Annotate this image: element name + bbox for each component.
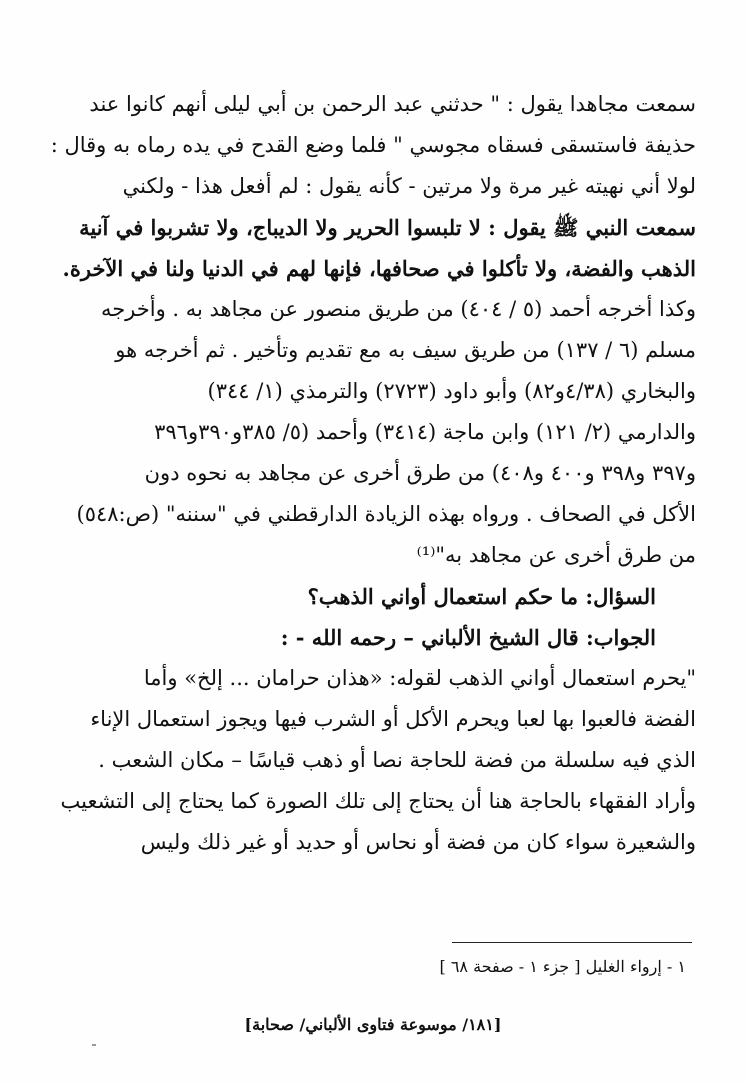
answer-label: الجواب: (586, 625, 656, 650)
footnote: ١ - إرواء الغليل [ جزء ١ - صفحة ٦٨ ] (439, 957, 686, 976)
text-line: و٣٩٧ و٣٩٨ و٤٠٠ و٤٠٨) من طرق أخرى عن مجاهد به نحوه دون (144, 461, 696, 485)
answer-line (118, 617, 696, 658)
scan-speck (92, 1044, 96, 1046)
answer-body-line: وأراد الفقهاء بالحاجة هنا أن يحتاج إلى تلك الصورة كما يحتاج إلى التشعيب (60, 789, 696, 813)
text-line: من طرق أخرى عن مجاهد به"⁽¹⁾ (416, 543, 696, 567)
answer-body-line: الفضة فالعبوا بها لعبا ويحرم الأكل أو الشرب فيها ويجوز استعمال الإناء (90, 707, 696, 731)
answer-body-line: "يحرم استعمال أواني الذهب لقوله: «هذان حرامان ... إلخ» وأما (143, 666, 696, 690)
question-text: ما حكم استعمال أواني الذهب؟ (307, 584, 586, 609)
hadith-line: سمعت النبي ﷺ يقول : لا تلبسوا الحرير ولا الديباج، ولا تشربوا في آنية (79, 215, 696, 240)
text-line: والبخاري (٤/٣٨و٨٢) وأبو داود (٢٧٢٣) والترمذي (١/ ٣٤٤) (207, 379, 696, 403)
footnote-divider (452, 942, 692, 943)
answer-text: قال الشيخ الألباني – رحمه الله - : (280, 625, 586, 650)
answer-body-line: والشعيرة سواء كان من فضة أو نحاس أو حديد أو غير ذلك وليس (140, 830, 696, 854)
page-footer: [١٨١/ موسوعة فتاوى الألباني/ صحابة] (244, 1015, 502, 1034)
text-line: الأكل في الصحاف . ورواه بهذه الزيادة الدارقطني في "سننه" (ص:٥٤٨) (76, 502, 696, 526)
question-line (118, 576, 696, 617)
hadith-line: الذهب والفضة، ولا تأكلوا في صحافها، فإنها لهم في الدنيا ولنا في الآخرة. (62, 256, 696, 281)
question-label: السؤال: (585, 584, 656, 609)
main-text (50, 84, 696, 863)
text-line: مسلم (٦ / ١٣٧) من طريق سيف به مع تقديم وتأخير . ثم أخرجه هو (115, 338, 696, 362)
answer-body-line: الذي فيه سلسلة من فضة للحاجة نصا أو ذهب قياسًا – مكان الشعب . (98, 748, 696, 772)
text-line: والدارمي (٢/ ١٢١) وابن ماجة (٣٤١٤) وأحمد (٥/ ٣٨٥و٣٩٠و٣٩٦ (154, 420, 696, 444)
text-line: حذيفة فاستسقى فسقاه مجوسي " فلما وضع القدح في يده رماه به وقال : (50, 133, 696, 157)
text-line: سمعت مجاهدا يقول : " حدثني عبد الرحمن بن أبي ليلى أنهم كانوا عند (89, 92, 696, 116)
text-line: وكذا أخرجه أحمد (٥ / ٤٠٤) من طريق منصور عن مجاهد به . وأخرجه (100, 297, 696, 321)
text-line: لولا أني نهيته غير مرة ولا مرتين - كأنه يقول : لم أفعل هذا - ولكني (122, 174, 696, 198)
